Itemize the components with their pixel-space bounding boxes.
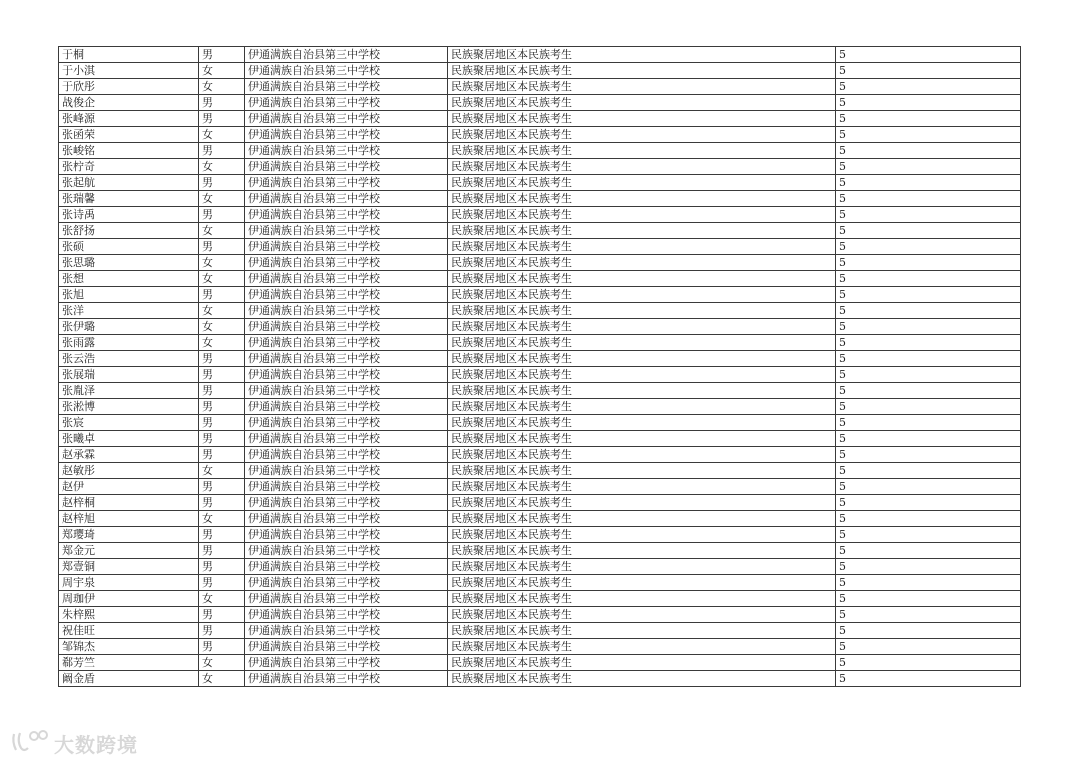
gender-cell: 男 [199, 415, 245, 431]
category-cell: 民族聚居地区本民族考生 [448, 287, 836, 303]
brand-logo-icon [10, 728, 50, 758]
name-cell: 郗芳竺 [59, 655, 199, 671]
category-cell: 民族聚居地区本民族考生 [448, 47, 836, 63]
table-row [59, 111, 1021, 127]
school-cell: 伊通满族自治县第三中学校 [245, 287, 448, 303]
table-row [59, 47, 1021, 63]
table-row [59, 447, 1021, 463]
category-cell: 民族聚居地区本民族考生 [448, 79, 836, 95]
table-row [59, 607, 1021, 623]
school-cell: 伊通满族自治县第三中学校 [245, 319, 448, 335]
school-cell: 伊通满族自治县第三中学校 [245, 79, 448, 95]
table-row [59, 463, 1021, 479]
table-row [59, 159, 1021, 175]
school-cell: 伊通满族自治县第三中学校 [245, 367, 448, 383]
table-row [59, 383, 1021, 399]
name-cell: 张云浩 [59, 351, 199, 367]
category-cell: 民族聚居地区本民族考生 [448, 607, 836, 623]
table-row [59, 511, 1021, 527]
score-cell: 5 [836, 431, 1021, 447]
gender-cell: 男 [199, 543, 245, 559]
school-cell: 伊通满族自治县第三中学校 [245, 463, 448, 479]
category-cell: 民族聚居地区本民族考生 [448, 463, 836, 479]
name-cell: 张曦卓 [59, 431, 199, 447]
table-row [59, 335, 1021, 351]
score-cell: 5 [836, 591, 1021, 607]
category-cell: 民族聚居地区本民族考生 [448, 399, 836, 415]
score-cell: 5 [836, 543, 1021, 559]
gender-cell: 女 [199, 255, 245, 271]
school-cell: 伊通满族自治县第三中学校 [245, 623, 448, 639]
school-cell: 伊通满族自治县第三中学校 [245, 303, 448, 319]
gender-cell: 男 [199, 495, 245, 511]
table-row [59, 671, 1021, 687]
category-cell: 民族聚居地区本民族考生 [448, 511, 836, 527]
category-cell: 民族聚居地区本民族考生 [448, 271, 836, 287]
name-cell: 郑金元 [59, 543, 199, 559]
school-cell: 伊通满族自治县第三中学校 [245, 639, 448, 655]
student-table [58, 46, 1021, 687]
gender-cell: 男 [199, 447, 245, 463]
score-cell: 5 [836, 255, 1021, 271]
table-body [59, 47, 1021, 687]
school-cell: 伊通满族自治县第三中学校 [245, 575, 448, 591]
table-row [59, 623, 1021, 639]
school-cell: 伊通满族自治县第三中学校 [245, 671, 448, 687]
category-cell: 民族聚居地区本民族考生 [448, 63, 836, 79]
category-cell: 民族聚居地区本民族考生 [448, 383, 836, 399]
category-cell: 民族聚居地区本民族考生 [448, 127, 836, 143]
score-cell: 5 [836, 575, 1021, 591]
school-cell: 伊通满族自治县第三中学校 [245, 239, 448, 255]
name-cell: 张诗禹 [59, 207, 199, 223]
score-cell: 5 [836, 223, 1021, 239]
name-cell: 张舒扬 [59, 223, 199, 239]
gender-cell: 女 [199, 191, 245, 207]
gender-cell: 男 [199, 111, 245, 127]
name-cell: 张峻铭 [59, 143, 199, 159]
name-cell: 张瑞馨 [59, 191, 199, 207]
score-cell: 5 [836, 383, 1021, 399]
name-cell: 张宸 [59, 415, 199, 431]
score-cell: 5 [836, 127, 1021, 143]
category-cell: 民族聚居地区本民族考生 [448, 623, 836, 639]
school-cell: 伊通满族自治县第三中学校 [245, 479, 448, 495]
school-cell: 伊通满族自治县第三中学校 [245, 223, 448, 239]
category-cell: 民族聚居地区本民族考生 [448, 671, 836, 687]
name-cell: 周珈伊 [59, 591, 199, 607]
name-cell: 张函荣 [59, 127, 199, 143]
name-cell: 赵伊 [59, 479, 199, 495]
school-cell: 伊通满族自治县第三中学校 [245, 399, 448, 415]
score-cell: 5 [836, 175, 1021, 191]
name-cell: 张想 [59, 271, 199, 287]
school-cell: 伊通满族自治县第三中学校 [245, 191, 448, 207]
name-cell: 郑璎琦 [59, 527, 199, 543]
category-cell: 民族聚居地区本民族考生 [448, 143, 836, 159]
name-cell: 邹锦杰 [59, 639, 199, 655]
table-row [59, 543, 1021, 559]
score-cell: 5 [836, 319, 1021, 335]
gender-cell: 男 [199, 399, 245, 415]
name-cell: 赵梓旭 [59, 511, 199, 527]
school-cell: 伊通满族自治县第三中学校 [245, 95, 448, 111]
school-cell: 伊通满族自治县第三中学校 [245, 351, 448, 367]
name-cell: 张淞博 [59, 399, 199, 415]
name-cell: 张思璐 [59, 255, 199, 271]
table-row [59, 63, 1021, 79]
school-cell: 伊通满族自治县第三中学校 [245, 111, 448, 127]
category-cell: 民族聚居地区本民族考生 [448, 191, 836, 207]
school-cell: 伊通满族自治县第三中学校 [245, 655, 448, 671]
gender-cell: 女 [199, 271, 245, 287]
name-cell: 张胤泽 [59, 383, 199, 399]
score-cell: 5 [836, 415, 1021, 431]
name-cell: 张旭 [59, 287, 199, 303]
school-cell: 伊通满族自治县第三中学校 [245, 607, 448, 623]
gender-cell: 男 [199, 47, 245, 63]
gender-cell: 男 [199, 639, 245, 655]
score-cell: 5 [836, 463, 1021, 479]
category-cell: 民族聚居地区本民族考生 [448, 255, 836, 271]
table-row [59, 527, 1021, 543]
gender-cell: 女 [199, 303, 245, 319]
school-cell: 伊通满族自治县第三中学校 [245, 335, 448, 351]
name-cell: 于桐 [59, 47, 199, 63]
category-cell: 民族聚居地区本民族考生 [448, 207, 836, 223]
category-cell: 民族聚居地区本民族考生 [448, 543, 836, 559]
score-cell: 5 [836, 655, 1021, 671]
gender-cell: 女 [199, 159, 245, 175]
category-cell: 民族聚居地区本民族考生 [448, 575, 836, 591]
category-cell: 民族聚居地区本民族考生 [448, 175, 836, 191]
score-cell: 5 [836, 623, 1021, 639]
category-cell: 民族聚居地区本民族考生 [448, 655, 836, 671]
table-row [59, 127, 1021, 143]
school-cell: 伊通满族自治县第三中学校 [245, 495, 448, 511]
gender-cell: 女 [199, 655, 245, 671]
category-cell: 民族聚居地区本民族考生 [448, 527, 836, 543]
gender-cell: 男 [199, 479, 245, 495]
gender-cell: 女 [199, 223, 245, 239]
school-cell: 伊通满族自治县第三中学校 [245, 511, 448, 527]
name-cell: 祝佳旺 [59, 623, 199, 639]
school-cell: 伊通满族自治县第三中学校 [245, 127, 448, 143]
gender-cell: 女 [199, 463, 245, 479]
score-cell: 5 [836, 191, 1021, 207]
school-cell: 伊通满族自治县第三中学校 [245, 63, 448, 79]
school-cell: 伊通满族自治县第三中学校 [245, 159, 448, 175]
school-cell: 伊通满族自治县第三中学校 [245, 527, 448, 543]
table-row [59, 95, 1021, 111]
category-cell: 民族聚居地区本民族考生 [448, 303, 836, 319]
table-row [59, 207, 1021, 223]
category-cell: 民族聚居地区本民族考生 [448, 591, 836, 607]
table-row [59, 287, 1021, 303]
score-cell: 5 [836, 143, 1021, 159]
table-row [59, 255, 1021, 271]
score-cell: 5 [836, 479, 1021, 495]
gender-cell: 男 [199, 575, 245, 591]
score-cell: 5 [836, 207, 1021, 223]
gender-cell: 男 [199, 431, 245, 447]
school-cell: 伊通满族自治县第三中学校 [245, 207, 448, 223]
category-cell: 民族聚居地区本民族考生 [448, 239, 836, 255]
gender-cell: 男 [199, 383, 245, 399]
category-cell: 民族聚居地区本民族考生 [448, 111, 836, 127]
table-row [59, 431, 1021, 447]
gender-cell: 男 [199, 527, 245, 543]
table-row [59, 575, 1021, 591]
gender-cell: 男 [199, 143, 245, 159]
name-cell: 阚金盾 [59, 671, 199, 687]
table-row [59, 591, 1021, 607]
name-cell: 张硕 [59, 239, 199, 255]
gender-cell: 男 [199, 607, 245, 623]
gender-cell: 男 [199, 207, 245, 223]
watermark-text: 大数跨境 [54, 732, 138, 757]
table-row [59, 415, 1021, 431]
score-cell: 5 [836, 63, 1021, 79]
school-cell: 伊通满族自治县第三中学校 [245, 143, 448, 159]
school-cell: 伊通满族自治县第三中学校 [245, 383, 448, 399]
score-cell: 5 [836, 271, 1021, 287]
school-cell: 伊通满族自治县第三中学校 [245, 255, 448, 271]
gender-cell: 女 [199, 63, 245, 79]
score-cell: 5 [836, 47, 1021, 63]
category-cell: 民族聚居地区本民族考生 [448, 431, 836, 447]
score-cell: 5 [836, 447, 1021, 463]
score-cell: 5 [836, 335, 1021, 351]
category-cell: 民族聚居地区本民族考生 [448, 559, 836, 575]
name-cell: 于欣彤 [59, 79, 199, 95]
name-cell: 张伊璐 [59, 319, 199, 335]
name-cell: 张峰源 [59, 111, 199, 127]
table-row [59, 495, 1021, 511]
table-row [59, 79, 1021, 95]
score-cell: 5 [836, 559, 1021, 575]
category-cell: 民族聚居地区本民族考生 [448, 479, 836, 495]
score-cell: 5 [836, 79, 1021, 95]
name-cell: 赵承霖 [59, 447, 199, 463]
gender-cell: 女 [199, 591, 245, 607]
score-cell: 5 [836, 367, 1021, 383]
watermark [10, 729, 138, 757]
name-cell: 郑壹铜 [59, 559, 199, 575]
table-row [59, 559, 1021, 575]
gender-cell: 男 [199, 351, 245, 367]
score-cell: 5 [836, 639, 1021, 655]
category-cell: 民族聚居地区本民族考生 [448, 367, 836, 383]
school-cell: 伊通满族自治县第三中学校 [245, 447, 448, 463]
name-cell: 赵梓桐 [59, 495, 199, 511]
category-cell: 民族聚居地区本民族考生 [448, 223, 836, 239]
gender-cell: 男 [199, 559, 245, 575]
name-cell: 张起航 [59, 175, 199, 191]
category-cell: 民族聚居地区本民族考生 [448, 415, 836, 431]
gender-cell: 男 [199, 623, 245, 639]
table-row [59, 367, 1021, 383]
table-row [59, 655, 1021, 671]
table-row [59, 399, 1021, 415]
score-cell: 5 [836, 95, 1021, 111]
table-row [59, 271, 1021, 287]
school-cell: 伊通满族自治县第三中学校 [245, 591, 448, 607]
table-row [59, 223, 1021, 239]
table-row [59, 143, 1021, 159]
category-cell: 民族聚居地区本民族考生 [448, 319, 836, 335]
school-cell: 伊通满族自治县第三中学校 [245, 543, 448, 559]
table-row [59, 639, 1021, 655]
gender-cell: 男 [199, 239, 245, 255]
category-cell: 民族聚居地区本民族考生 [448, 495, 836, 511]
school-cell: 伊通满族自治县第三中学校 [245, 559, 448, 575]
table-row [59, 351, 1021, 367]
name-cell: 张洋 [59, 303, 199, 319]
gender-cell: 女 [199, 127, 245, 143]
score-cell: 5 [836, 303, 1021, 319]
category-cell: 民族聚居地区本民族考生 [448, 95, 836, 111]
gender-cell: 女 [199, 335, 245, 351]
table-row [59, 191, 1021, 207]
score-cell: 5 [836, 607, 1021, 623]
category-cell: 民族聚居地区本民族考生 [448, 335, 836, 351]
school-cell: 伊通满族自治县第三中学校 [245, 415, 448, 431]
score-cell: 5 [836, 239, 1021, 255]
table-row [59, 303, 1021, 319]
name-cell: 张展瑞 [59, 367, 199, 383]
score-cell: 5 [836, 527, 1021, 543]
table-row [59, 175, 1021, 191]
school-cell: 伊通满族自治县第三中学校 [245, 47, 448, 63]
school-cell: 伊通满族自治县第三中学校 [245, 175, 448, 191]
gender-cell: 女 [199, 671, 245, 687]
score-cell: 5 [836, 111, 1021, 127]
name-cell: 于小淇 [59, 63, 199, 79]
table-row [59, 319, 1021, 335]
gender-cell: 男 [199, 95, 245, 111]
table-row [59, 239, 1021, 255]
category-cell: 民族聚居地区本民族考生 [448, 159, 836, 175]
gender-cell: 男 [199, 175, 245, 191]
gender-cell: 女 [199, 79, 245, 95]
gender-cell: 女 [199, 511, 245, 527]
category-cell: 民族聚居地区本民族考生 [448, 639, 836, 655]
score-cell: 5 [836, 287, 1021, 303]
category-cell: 民族聚居地区本民族考生 [448, 447, 836, 463]
table-row [59, 479, 1021, 495]
score-cell: 5 [836, 671, 1021, 687]
name-cell: 战俊企 [59, 95, 199, 111]
score-cell: 5 [836, 511, 1021, 527]
score-cell: 5 [836, 159, 1021, 175]
name-cell: 朱梓熙 [59, 607, 199, 623]
score-cell: 5 [836, 351, 1021, 367]
gender-cell: 女 [199, 319, 245, 335]
score-cell: 5 [836, 399, 1021, 415]
gender-cell: 男 [199, 287, 245, 303]
name-cell: 张柠奇 [59, 159, 199, 175]
name-cell: 张雨露 [59, 335, 199, 351]
name-cell: 周宇泉 [59, 575, 199, 591]
name-cell: 赵敏彤 [59, 463, 199, 479]
score-cell: 5 [836, 495, 1021, 511]
gender-cell: 男 [199, 367, 245, 383]
school-cell: 伊通满族自治县第三中学校 [245, 431, 448, 447]
school-cell: 伊通满族自治县第三中学校 [245, 271, 448, 287]
category-cell: 民族聚居地区本民族考生 [448, 351, 836, 367]
